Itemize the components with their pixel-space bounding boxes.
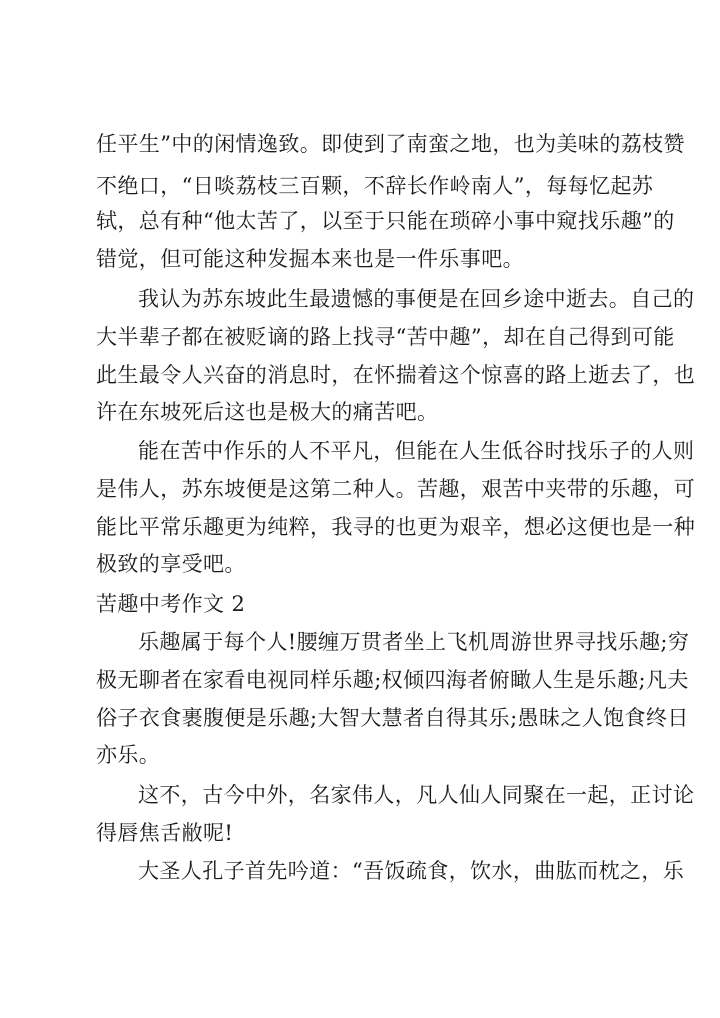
paragraph-2-line-1: 我认为苏东坡此生最遗憾的事便是在回乡途中逝去。自己的 (138, 287, 695, 311)
section-heading: 苦趣中考作文 2 (96, 592, 246, 616)
paragraph-2-line-2: 大半辈子都在被贬谪的路上找寻“苦中趣”，却在自己得到可能 (96, 325, 675, 349)
paragraph-6-line-1: 大圣人孔子首先吟道：“吾饭疏食，饮水，曲肱而枕之，乐 (138, 859, 685, 883)
paragraph-3-line-1: 能在苦中作乐的人不平凡，但能在人生低谷时找乐子的人则 (138, 439, 695, 463)
paragraph-3-line-3: 能比平常乐趣更为纯粹，我寻的也更为艰辛，想必这便也是一种 (96, 515, 696, 539)
paragraph-1-line-1: 任平生”中的闲情逸致。即使到了南蛮之地，也为美味的荔枝赞 (96, 132, 685, 156)
paragraph-2-line-3: 此生最令人兴奋的消息时，在怀揣着这个惊喜的路上逝去了，也 (96, 363, 696, 387)
paragraph-3-line-2: 是伟人，苏东坡便是这第二种人。苦趣，艰苦中夹带的乐趣，可 (96, 477, 696, 501)
paragraph-2-line-4: 许在东坡死后这也是极大的痛苦吧。 (96, 400, 439, 424)
paragraph-5-line-2: 得唇焦舌敝呢! (96, 821, 234, 845)
paragraph-3-line-4: 极致的享受吧。 (96, 552, 246, 576)
paragraph-1-line-2: 不绝口，“日啖荔枝三百颗，不辞长作岭南人”，每每忆起苏 (96, 174, 654, 198)
paragraph-4-line-1: 乐趣属于每个人!腰缠万贯者坐上飞机周游世界寻找乐趣;穷 (138, 630, 690, 654)
paragraph-5-line-1: 这不，古今中外，名家伟人，凡人仙人同聚在一起，正讨论 (138, 783, 695, 807)
paragraph-4-line-3: 俗子衣食裹腹便是乐趣;大智大慧者自得其乐;愚昧之人饱食终日 (96, 706, 689, 730)
paragraph-4-line-2: 极无聊者在家看电视同样乐趣;权倾四海者俯瞰人生是乐趣;凡夫 (96, 668, 689, 692)
paragraph-4-line-4: 亦乐。 (96, 743, 161, 767)
paragraph-1-line-4: 错觉，但可能这种发掘本来也是一件乐事吧。 (96, 247, 524, 271)
paragraph-1-line-3: 轼，总有种“他太苦了，以至于只能在琐碎小事中窥找乐趣”的 (96, 209, 675, 233)
